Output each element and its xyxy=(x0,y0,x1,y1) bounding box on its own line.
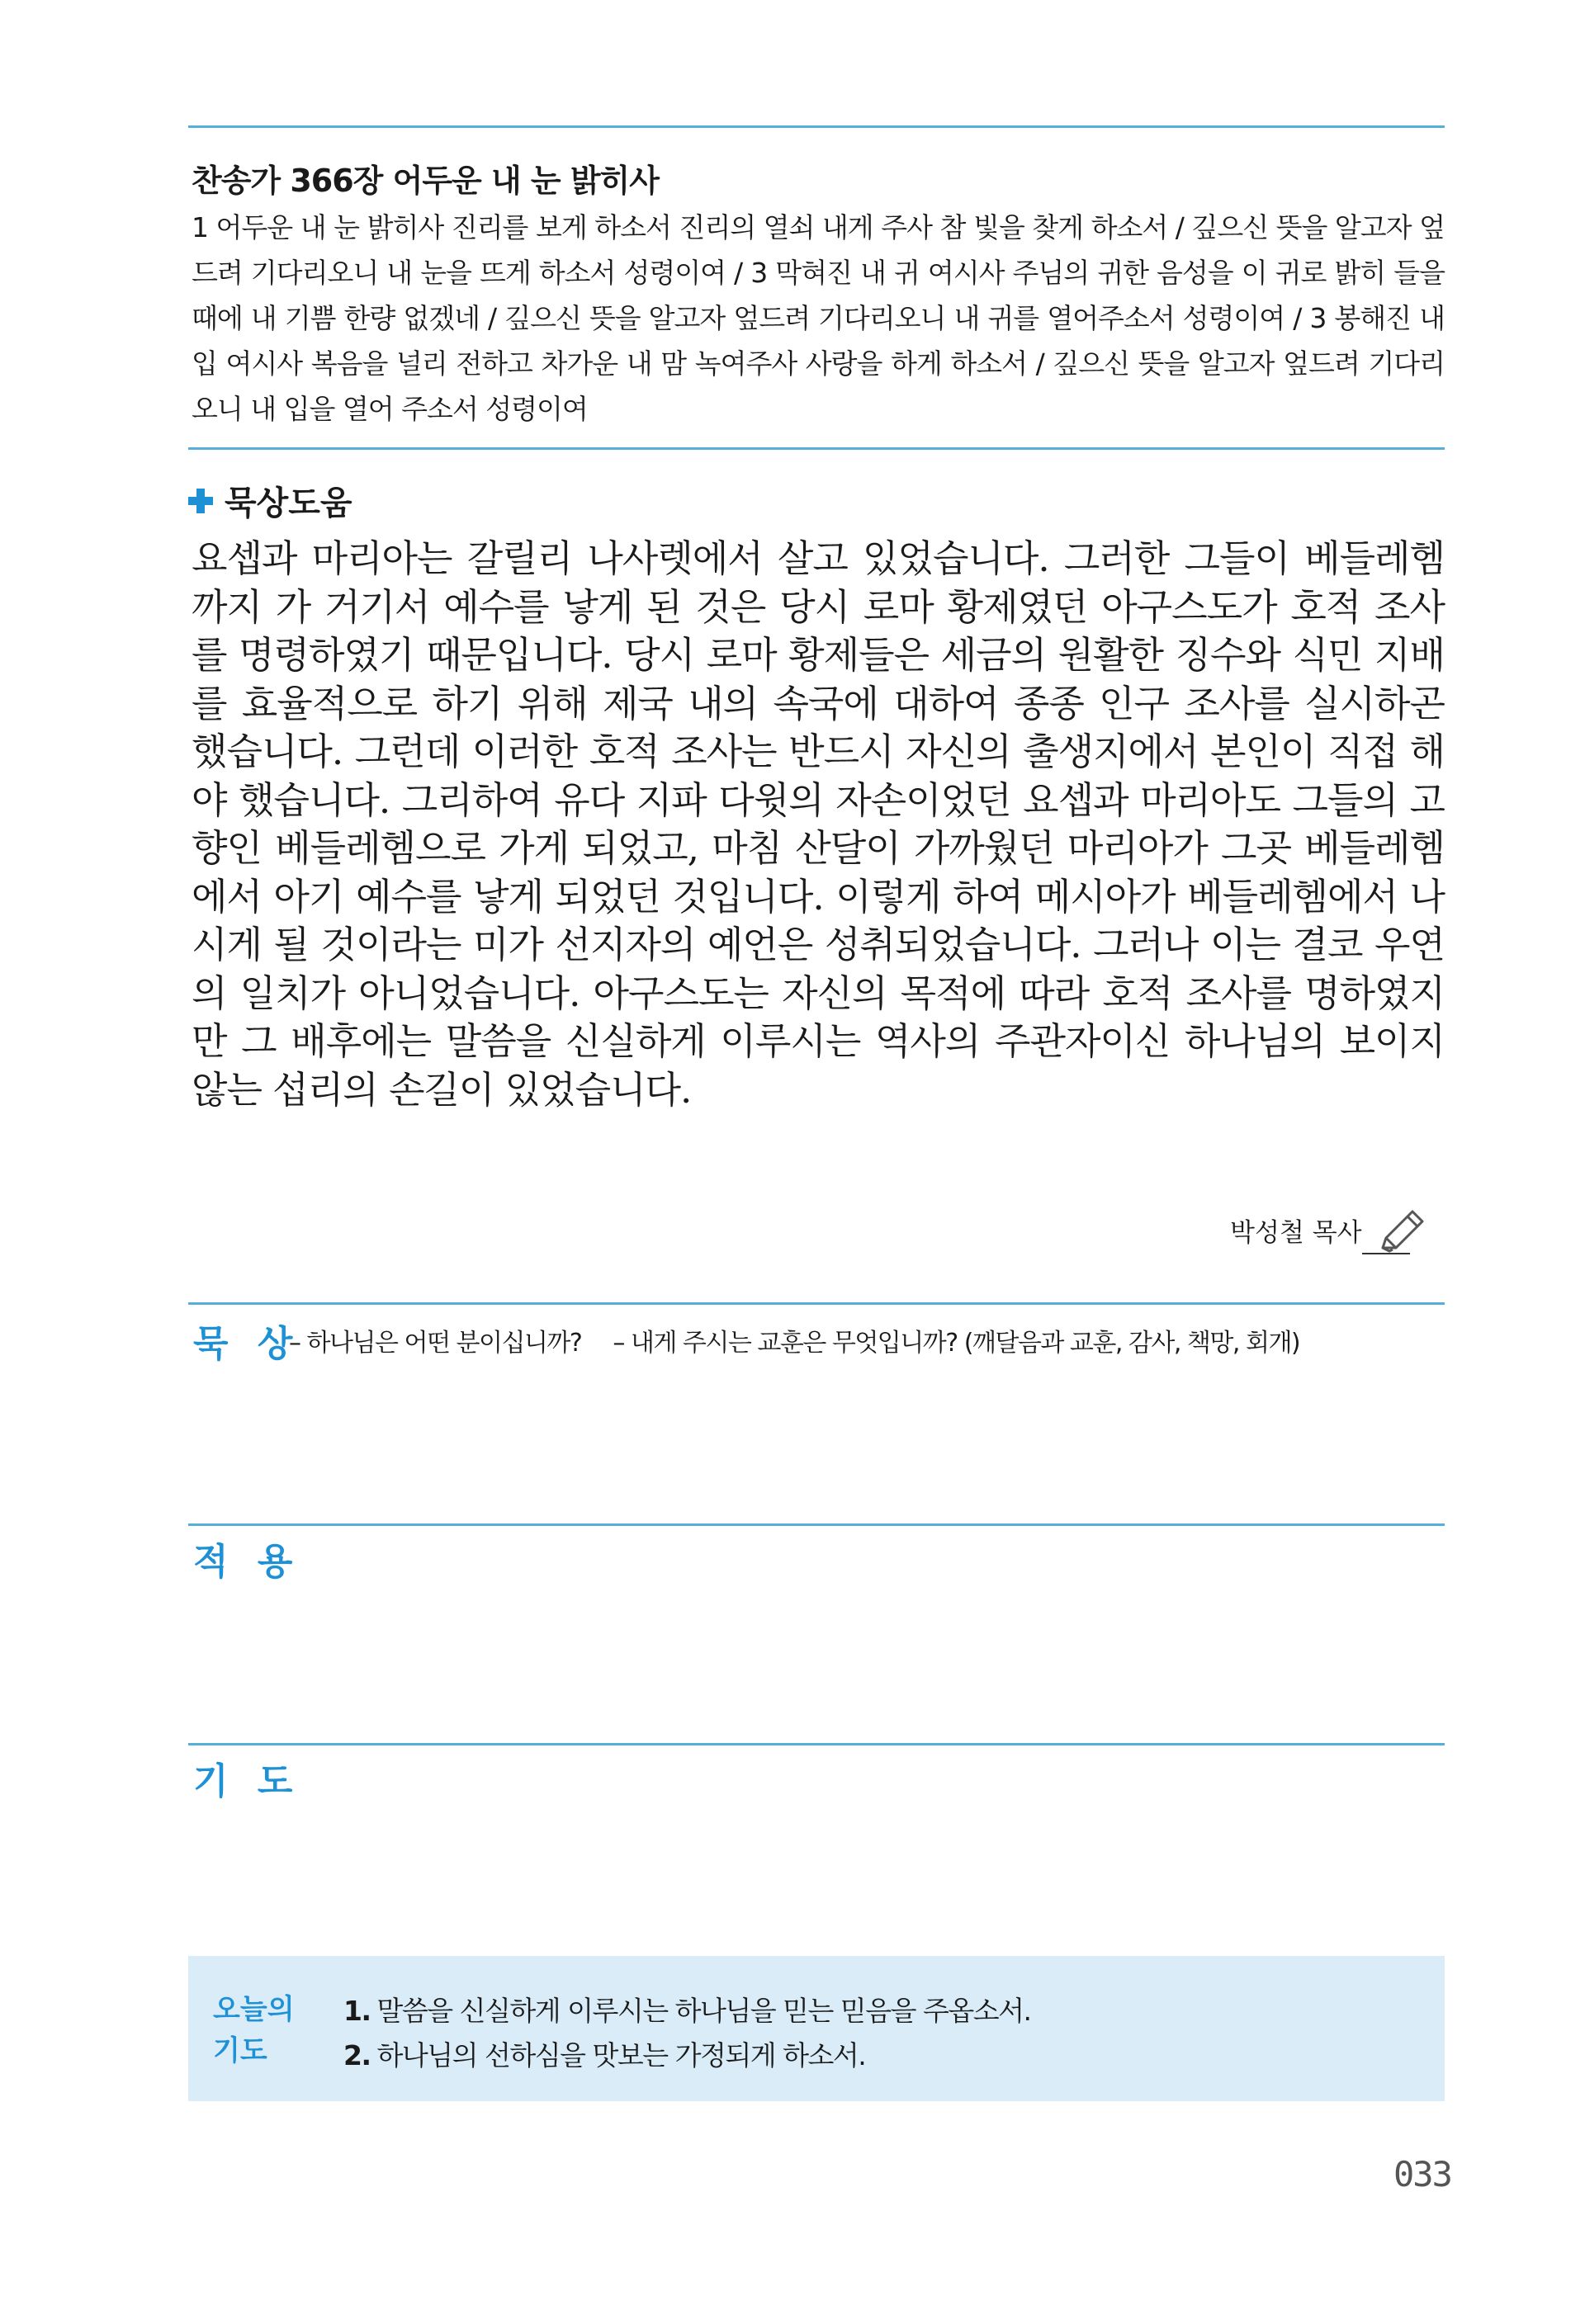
meditation-help-body: 요셉과 마리아는 갈릴리 나사렛에서 살고 있었습니다. 그러한 그들이 베들레헴까지 가 거기서 예수를 낳게 된 것은 당시 로마 황제였던 아구스도가 호적 조사를 명령하였기 때문입니다. 당시 로마 황제들은 세금의 원활한 징수와 식민 지배를 효율적으로 하기 위해 제국 내의 속국에 대하여 종종 인구 조사를 실시하곤 했습니다. 그런데 이러한 호적 조사는 반드시 자신의 출생지에서 본인이 직접 해야 했습니다. 그리하여 유다 지파 다윗의 자손이었던 요셉과 마리아도 그들의 고향인 베들레헴으로 가게 되었고, 마침 산달이 가까웠던 마리아가 그곳 베들레헴에서 아기 예수를 낳게 되었던 것입니다. 이렇게 하여 메시아가 베들레헴에서 나시게 될 것이라는 미가 선지자의 예언은 성취되었습니다. 그러나 이는 결코 우연의 일치가 아니었습니다. 아구스도는 자신의 목적에 따라 호적 조사를 명하였지만 그 배후에는 말씀을 신실하게 이루시는 역사의 주관자이신 하나님의 보이지 않는 섭리의 손길이 있었습니다. xyxy=(192,536,1445,1112)
muksang-questions xyxy=(289,1322,1324,1358)
apply-rule xyxy=(188,1523,1445,1526)
meditation-help-heading xyxy=(188,477,352,524)
prayer-rule xyxy=(188,1743,1445,1745)
pencil-icon xyxy=(1374,1207,1427,1259)
today-prayer-list xyxy=(343,1989,1031,2078)
today-prayer-item: 1. 말씀을 신실하게 이루시는 하나님을 믿는 믿음을 주옵소서. xyxy=(343,1995,1031,2027)
hymn-lyrics: 1 어두운 내 눈 밝히사 진리를 보게 하소서 진리의 열쇠 내게 주사 참 빛을 찾게 하소서 / 깊으신 뜻을 알고자 엎드려 기다리오니 내 눈을 뜨게 하소서 성령이여 / 3 막혀진 내 귀 여시사 주님의 귀한 음성을 이 귀로 밝히 들을 때에 내 기쁨 한량 없겠네 / 깊으신 뜻을 알고자 엎드려 기다리오니 내 귀를 열어주소서 성령이여 / 3 봉해진 내 입 여시사 복음을 널리 전하고 차가운 내 맘 녹여주사 사랑을 하게 하소서 / 깊으신 뜻을 알고자 엎드려 기다리오니 내 입을 열어 주소서 성령이여 xyxy=(192,211,1445,425)
apply-label: 적 용 xyxy=(193,1541,301,1583)
muksang-label: 묵 상 xyxy=(193,1323,301,1365)
plus-icon xyxy=(188,489,213,513)
page-number: 033 xyxy=(1393,2154,1451,2194)
author-name: 박성철 목사 xyxy=(1230,1218,1362,1248)
hymn-title: 찬송가 366장 어두운 내 눈 밝히사 xyxy=(192,163,659,199)
muksang-rule xyxy=(188,1302,1445,1305)
muksang-question-1: – 하나님은 어떤 분이십니까? xyxy=(289,1329,582,1358)
prayer-label: 기 도 xyxy=(193,1760,301,1802)
today-prayer-box xyxy=(188,1956,1445,2101)
today-prayer-label: 오늘의 기도 xyxy=(213,1993,295,2067)
muksang-question-2: – 내게 주시는 교훈은 무엇입니까? (깨달음과 교훈, 감사, 책망, 회개) xyxy=(613,1329,1300,1358)
meditation-help-title: 묵상도움 xyxy=(225,484,352,522)
top-rule xyxy=(188,125,1445,128)
hymn-bottom-rule xyxy=(188,447,1445,450)
today-prayer-item: 2. 하나님의 선하심을 맛보는 가정되게 하소서. xyxy=(343,2039,866,2071)
